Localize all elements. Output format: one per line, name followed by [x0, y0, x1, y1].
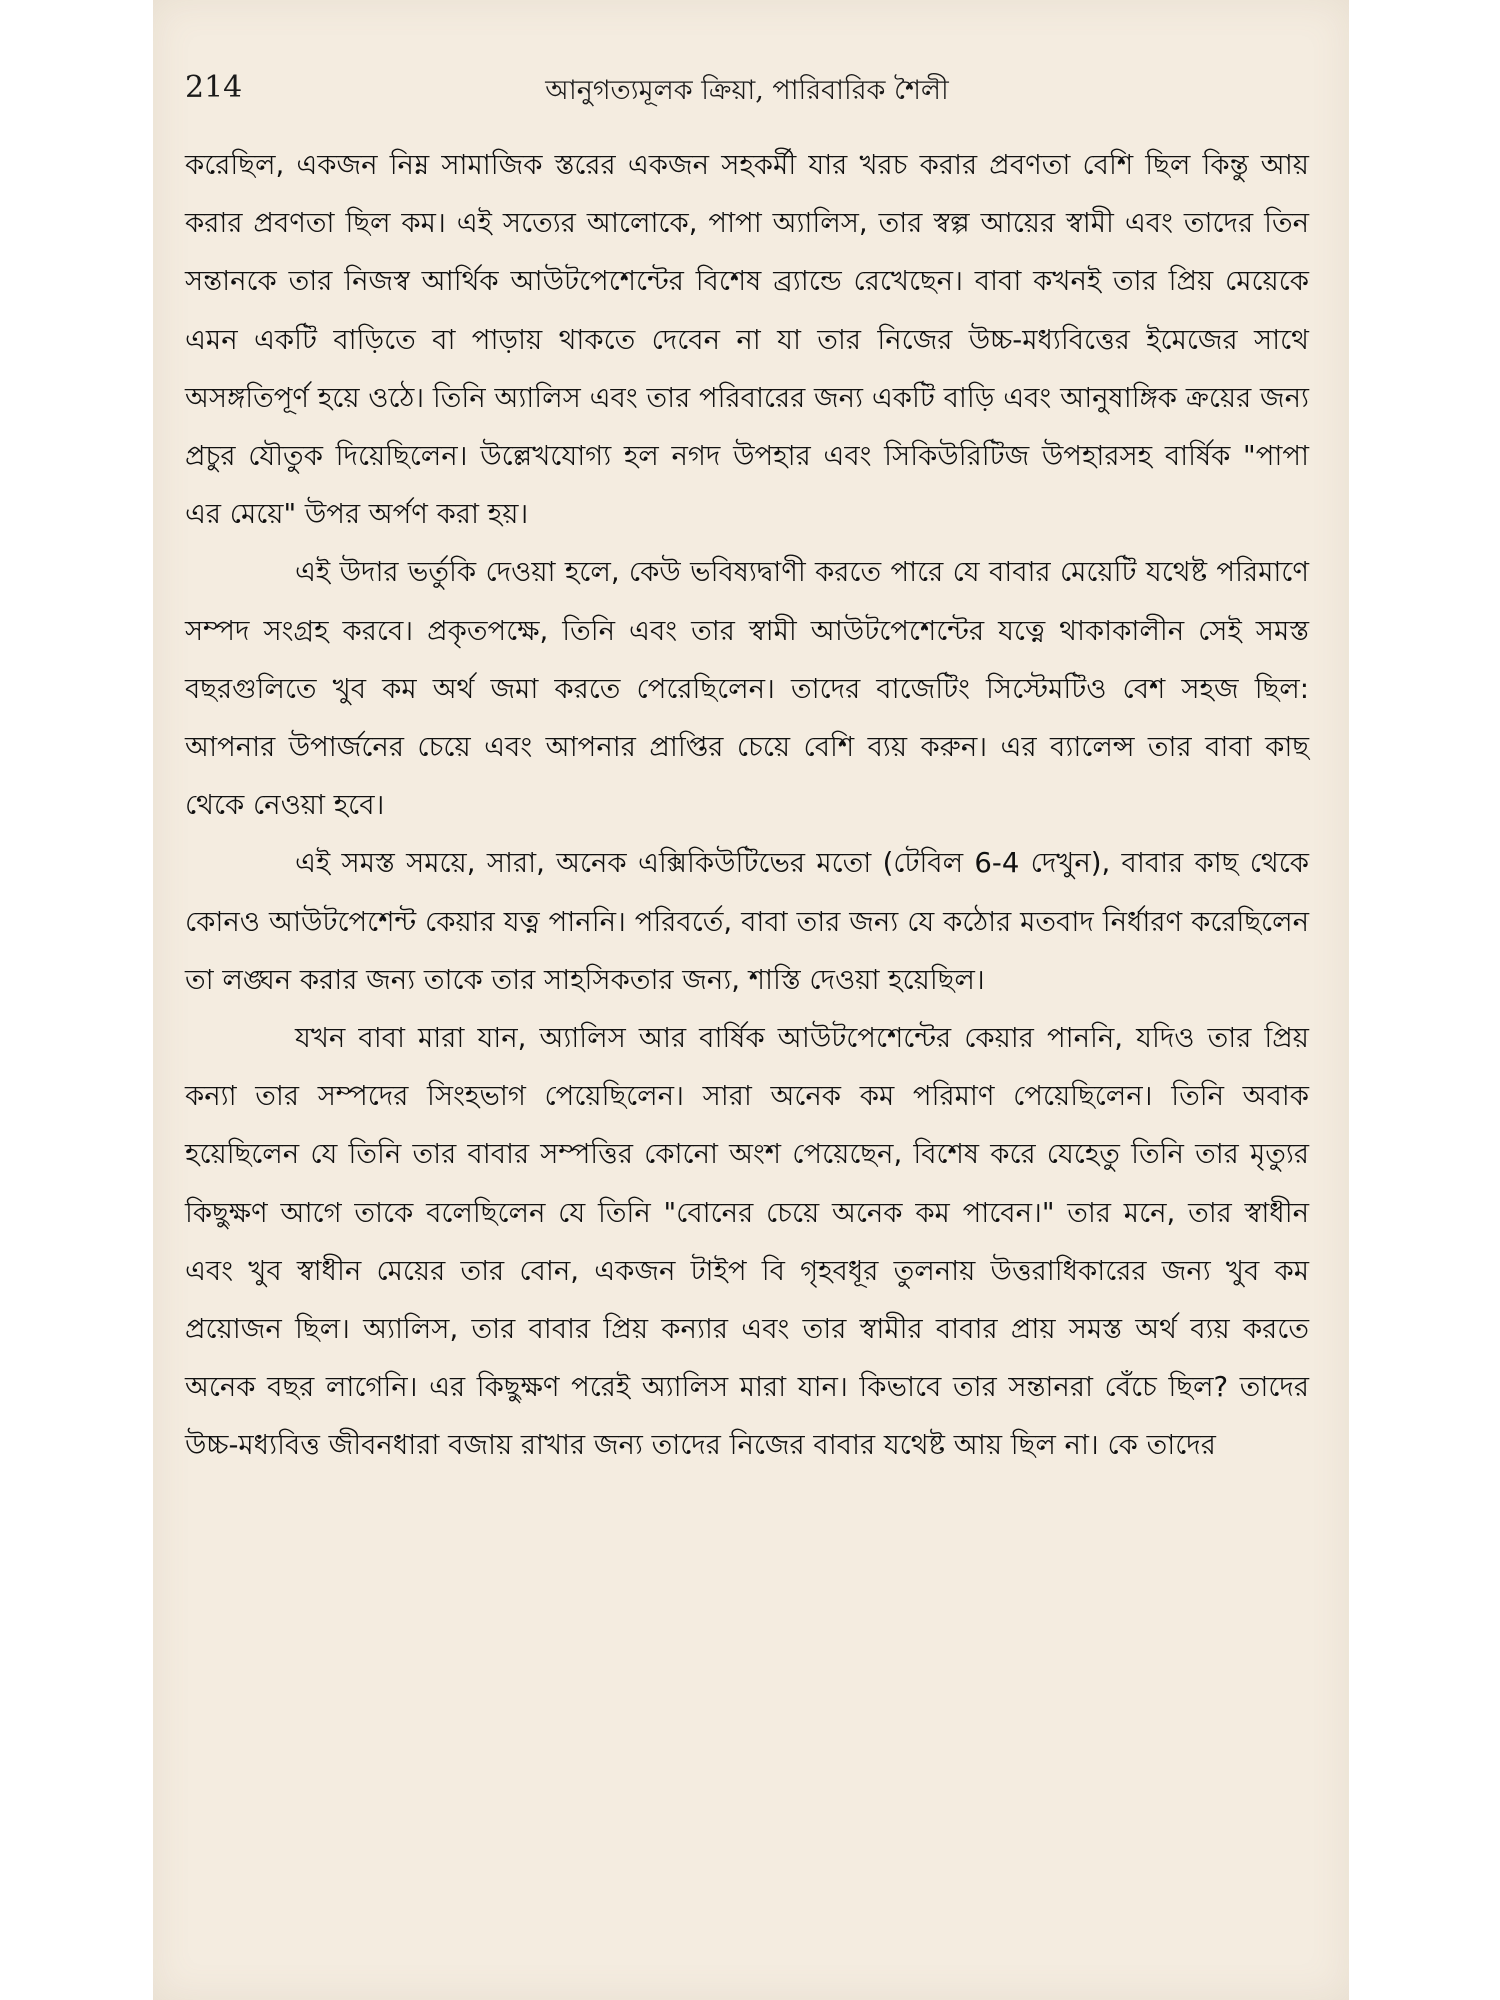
page-number: 214 — [185, 70, 243, 105]
page-header — [185, 70, 1309, 114]
paragraph-4: যখন বাবা মারা যান, অ্যালিস আর বার্ষিক আউটপেশেন্টের কেয়ার পাননি, যদিও তার প্রিয় কন্যা তার সম্পদের সিংহভাগ পেয়েছিলেন। সারা অনেক কম পরিমাণ পেয়েছিলেন। তিনি অবাক হয়েছিলেন যে তিনি তার বাবার সম্পত্তির কোনো অংশ পেয়েছেন, বিশেষ করে যেহেতু তিনি তার মৃত্যুর কিছুক্ষণ আগে তাকে বলেছিলেন যে তিনি "বোনের চেয়ে অনেক কম পাবেন।" তার মনে, তার স্বাধীন এবং খুব স্বাধীন মেয়ের তার বোন, একজন টাইপ বি গৃহবধূর তুলনায় উত্তরাধিকারের জন্য খুব কম প্রয়োজন ছিল। অ্যালিস, তার বাবার প্রিয় কন্যার এবং তার স্বামীর বাবার প্রায় সমস্ত অর্থ ব্যয় করতে অনেক বছর লাগেনি। এর কিছুক্ষণ পরেই অ্যালিস মারা যান। কিভাবে তার সন্তানরা বেঁচে ছিল? তাদের উচ্চ-মধ্যবিত্ত জীবনধারা বজায় রাখার জন্য তাদের নিজের বাবার যথেষ্ট আয় ছিল না। কে তাদের — [185, 1022, 1309, 1462]
running-title: আনুগত্যমূলক ক্রিয়া, পারিবারিক শৈলী — [545, 75, 949, 106]
book-page — [153, 0, 1349, 2000]
paragraph-3: এই সমস্ত সময়ে, সারা, অনেক এক্সিকিউটিভের মতো (টেবিল 6-4 দেখুন), বাবার কাছ থেকে কোনও আউটপেশেন্ট কেয়ার যত্ন পাননি। পরিবর্তে, বাবা তার জন্য যে কঠোর মতবাদ নির্ধারণ করেছিলেন তা লঙ্ঘন করার জন্য তাকে তার সাহসিকতার জন্য, শাস্তি দেওয়া হয়েছিল। — [185, 847, 1309, 996]
body-text — [185, 136, 1309, 1475]
paragraph-1: করেছিল, একজন নিম্ন সামাজিক স্তরের একজন সহকর্মী যার খরচ করার প্রবণতা বেশি ছিল কিন্তু আয় করার প্রবণতা ছিল কম। এই সত্যের আলোকে, পাপা অ্যালিস, তার স্বল্প আয়ের স্বামী এবং তাদের তিন সন্তানকে তার নিজস্ব আর্থিক আউটপেশেন্টের বিশেষ ব্র্যান্ডে রেখেছেন। বাবা কখনই তার প্রিয় মেয়েকে এমন একটি বাড়িতে বা পাড়ায় থাকতে দেবেন না যা তার নিজের উচ্চ-মধ্যবিত্তের ইমেজের সাথে অসঙ্গতিপূর্ণ হয়ে ওঠে। তিনি অ্যালিস এবং তার পরিবারের জন্য একটি বাড়ি এবং আনুষাঙ্গিক ক্রয়ের জন্য প্রচুর যৌতুক দিয়েছিলেন। উল্লেখযোগ্য হল নগদ উপহার এবং সিকিউরিটিজ উপহারসহ বার্ষিক "পাপা এর মেয়ে" উপর অর্পণ করা হয়। — [185, 149, 1309, 531]
paragraph-2: এই উদার ভর্তুকি দেওয়া হলে, কেউ ভবিষ্যদ্বাণী করতে পারে যে বাবার মেয়েটি যথেষ্ট পরিমাণে সম্পদ সংগ্রহ করবে। প্রকৃতপক্ষে, তিনি এবং তার স্বামী আউটপেশেন্টের যত্নে থাকাকালীন সেই সমস্ত বছরগুলিতে খুব কম অর্থ জমা করতে পেরেছিলেন। তাদের বাজেটিং সিস্টেমটিও বেশ সহজ ছিল: আপনার উপার্জনের চেয়ে এবং আপনার প্রাপ্তির চেয়ে বেশি ব্যয় করুন। এর ব্যালেন্স তার বাবা কাছ থেকে নেওয়া হবে। — [185, 556, 1309, 822]
